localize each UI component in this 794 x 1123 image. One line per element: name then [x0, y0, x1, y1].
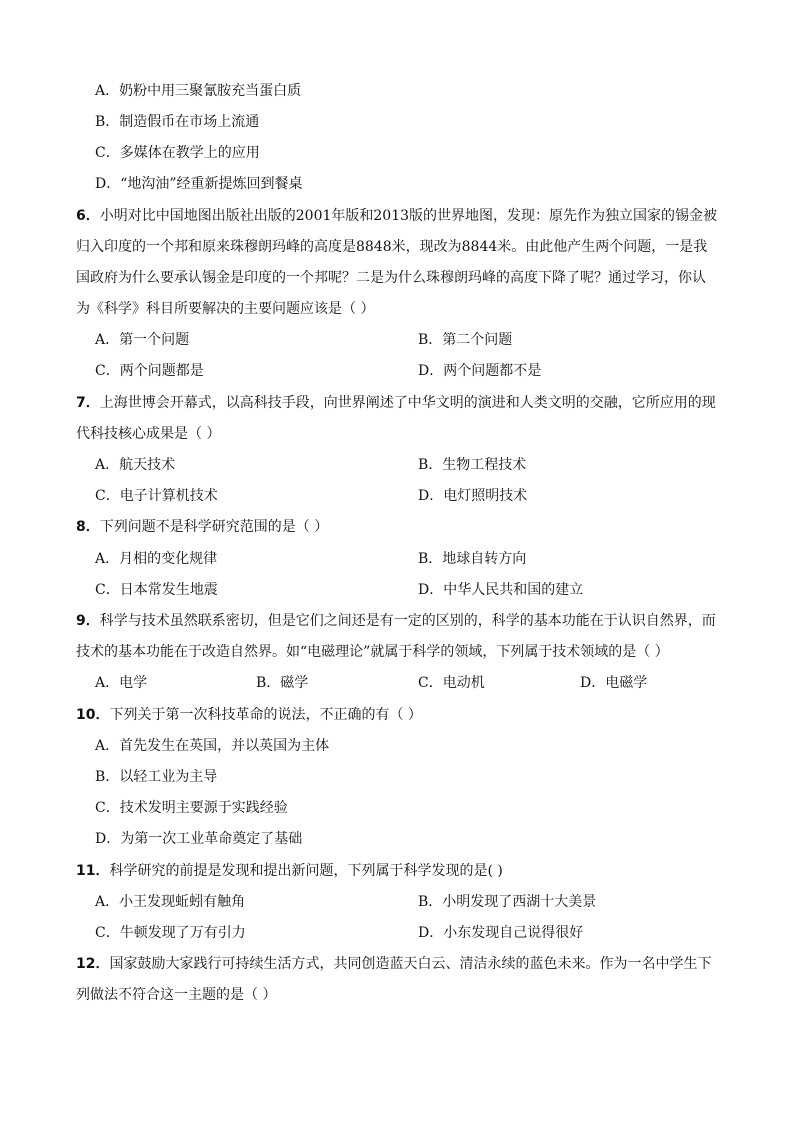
question-11-line-1: 11．科学研究的前提是发现和提出新问题，下列属于科学发现的是( ) — [76, 863, 503, 879]
option-a: A．月相的变化规律 — [95, 551, 218, 567]
question-8-line-1: 8．下列问题不是科学研究范围的是（ ） — [76, 519, 329, 535]
question-12-line-1: 12．国家鼓励大家践行可持续生活方式，共同创造蓝天白云、清洁永续的蓝色未来。作为一名中学生下 — [76, 956, 712, 972]
option-c: C．电子计算机技术 — [95, 488, 218, 504]
question-number: 6． — [76, 208, 100, 224]
question-6-line-1: 6．小明对比中国地图出版社出版的2001年版和2013版的世界地图，发现：原先作为独立国家的锡金被 — [76, 208, 718, 224]
option-b: B．地球自转方向 — [418, 551, 527, 567]
question-6-line-2: 归入印度的一个邦和原来珠穆朗玛峰的高度是8848米，现改为8844米。由此他产生两个问题，一是我 — [76, 239, 708, 255]
option-a: A．航天技术 — [95, 457, 176, 473]
option-d: D．两个问题都不是 — [418, 363, 542, 379]
option-c: C．两个问题都是 — [95, 363, 204, 379]
option-c: C．牛顿发现了万有引力 — [95, 925, 246, 941]
option-a: A．第一个问题 — [95, 332, 190, 348]
option-a: A．电学 — [95, 675, 148, 691]
option-b: B．生物工程技术 — [418, 457, 527, 473]
option-d: D．电灯照明技术 — [418, 488, 528, 504]
option-b: B．磁学 — [256, 675, 309, 691]
option-d: D．中华人民共和国的建立 — [418, 582, 584, 598]
question-12-line-2: 列做法不符合这一主题的是（ ） — [76, 987, 277, 1003]
question-number: 12． — [76, 956, 110, 972]
question-number: 7． — [76, 395, 100, 411]
option-c: C．技术发明主要源于实践经验 — [95, 800, 288, 816]
question-10-line-1: 10．下列关于第一次科技革命的说法，不正确的有（ ） — [76, 707, 422, 723]
question-number: 11． — [76, 863, 110, 879]
question-number: 9． — [76, 613, 100, 629]
question-9-line-2: 技术的基本功能在于改造自然界。如“电磁理论”就属于科学的领域，下列属于技术领域的是（ ） — [76, 644, 669, 660]
question-7-line-2: 代科技核心成果是（ ） — [76, 426, 221, 442]
option-c: C．日本常发生地震 — [95, 582, 218, 598]
option-b: B．第二个问题 — [418, 332, 513, 348]
option-b: B．以轻工业为主导 — [95, 769, 218, 785]
question-number: 8． — [76, 519, 100, 535]
option-d: D．“地沟油”经重新提炼回到餐桌 — [95, 176, 303, 192]
option-a: A．小王发现蚯蚓有触角 — [95, 894, 246, 910]
option-a: A．奶粉中用三聚氰胺充当蛋白质 — [95, 83, 302, 99]
option-d: D．电磁学 — [580, 675, 648, 691]
question-number: 10． — [76, 707, 110, 723]
option-b: B．制造假币在市场上流通 — [95, 114, 260, 130]
option-a: A．首先发生在英国，并以英国为主体 — [95, 738, 330, 754]
option-d: D．为第一次工业革命奠定了基础 — [95, 831, 303, 847]
option-b: B．小明发现了西湖十大美景 — [418, 894, 597, 910]
question-6-line-4: 为《科学》科目所要解决的主要问题应该是（ ） — [76, 301, 375, 317]
question-7-line-1: 7．上海世博会开幕式，以高科技手段，向世界阐述了中华文明的演进和人类文明的交融，它所应用的现 — [76, 395, 716, 411]
question-9-line-1: 9．科学与技术虽然联系密切，但是它们之间还是有一定的区别的，科学的基本功能在于认识自然界，而 — [76, 613, 716, 629]
option-c: C．多媒体在教学上的应用 — [95, 145, 260, 161]
option-c: C．电动机 — [418, 675, 485, 691]
question-6-line-3: 国政府为什么要承认锡金是印度的一个邦呢？二是为什么珠穆朗玛峰的高度下降了呢？通过学习，你认 — [76, 270, 706, 286]
option-d: D．小东发现自己说得很好 — [418, 925, 584, 941]
